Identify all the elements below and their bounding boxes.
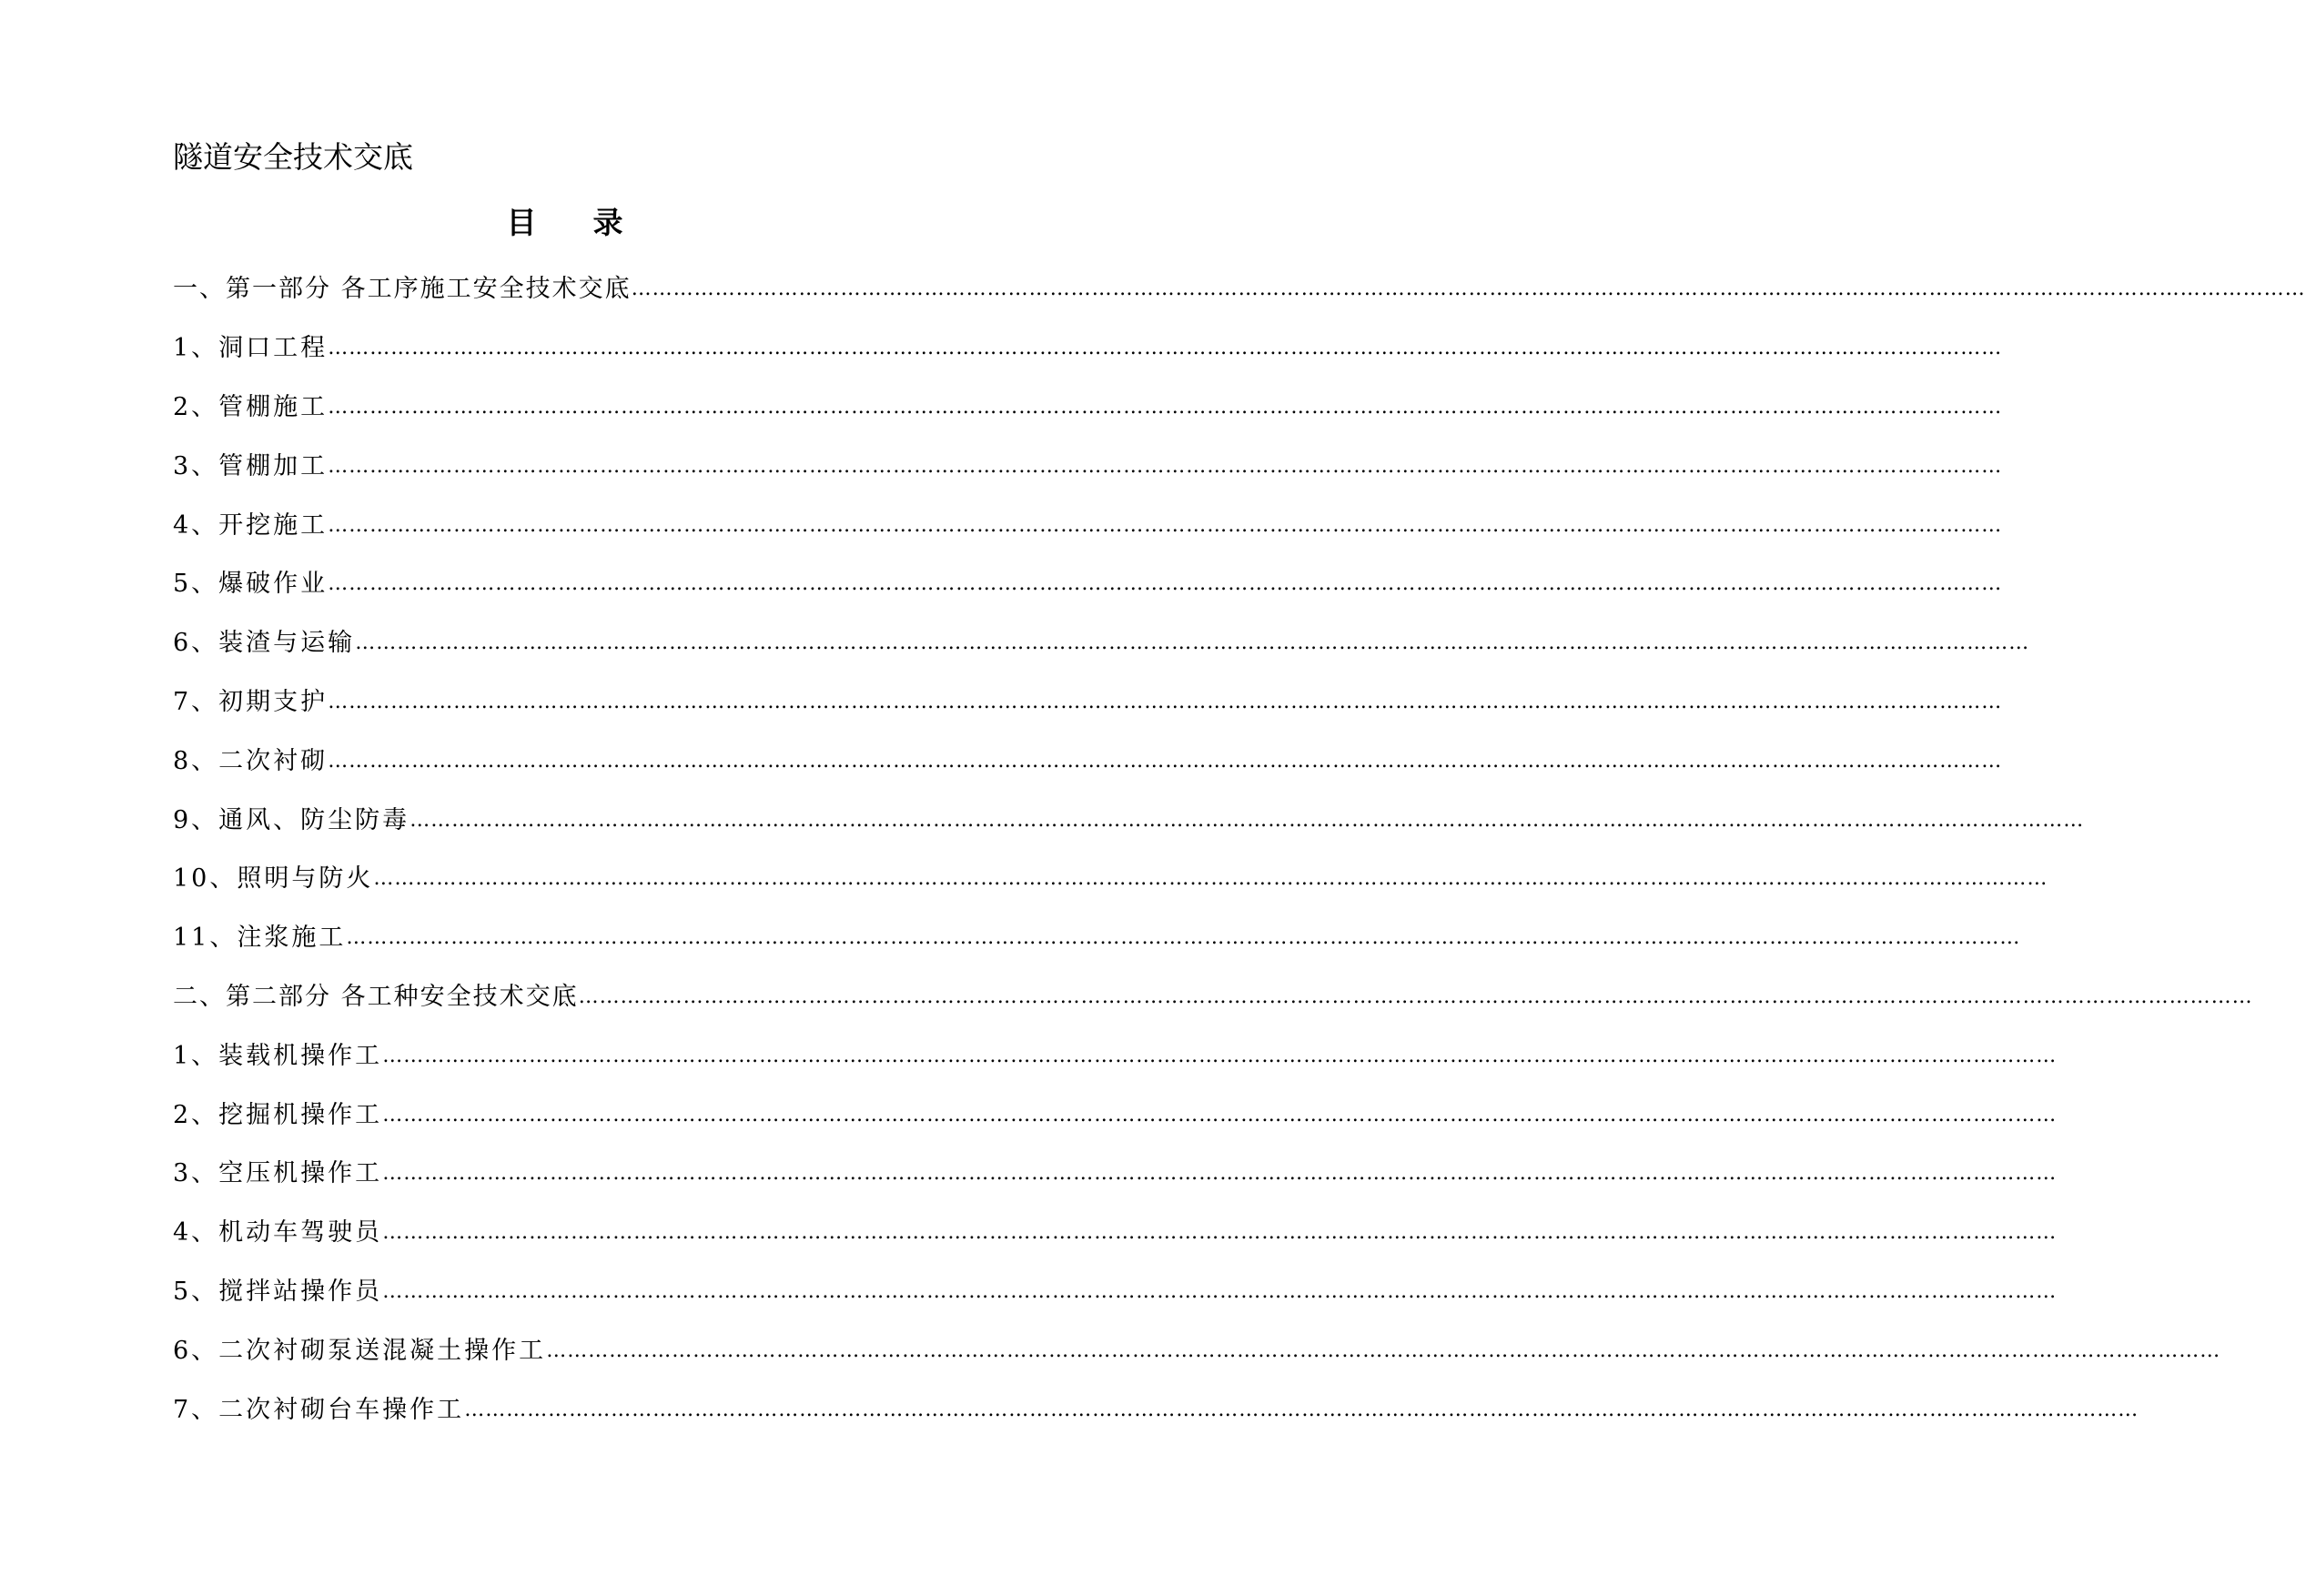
toc-entry-label: 3、空压机操作工	[173, 1159, 383, 1188]
toc-entry[interactable]	[173, 732, 2003, 791]
toc-entry-label: 7、初期支护	[173, 687, 329, 716]
toc-dot-leader: ……………………………………………………………………………………………………………………………………………………………………………………………………………………	[328, 513, 2003, 537]
toc-entry[interactable]	[173, 1321, 2221, 1380]
toc-dot-leader: ……………………………………………………………………………………………………………………………………………………………………………………………………………………	[328, 337, 2003, 360]
toc-entry-label: 6、装渣与运输	[173, 629, 356, 658]
toc-entry[interactable]	[173, 555, 2003, 614]
toc-dot-leader: ……………………………………………………………………………………………………………………………………………………………………………………………………………………	[328, 572, 2003, 596]
toc-dot-leader: ……………………………………………………………………………………………………………………………………………………………………………………………………………………	[546, 1338, 2221, 1362]
toc-dot-leader: ……………………………………………………………………………………………………………………………………………………………………………………………………………………	[382, 1103, 2058, 1126]
toc-dot-leader: ……………………………………………………………………………………………………………………………………………………………………………………………………………………	[373, 867, 2048, 891]
toc-dot-leader: ……………………………………………………………………………………………………………………………………………………………………………………………………………………	[382, 1279, 2058, 1303]
toc-entry-label: 9、通风、防尘防毒	[173, 805, 410, 834]
toc-dot-leader: ……………………………………………………………………………………………………………………………………………………………………………………………………………………	[328, 454, 2003, 478]
toc-heading: 目录	[506, 205, 680, 240]
toc-entry-label: 二、第二部分 各工种安全技术交底	[173, 982, 579, 1011]
toc-entry-label: 1、洞口工程	[173, 334, 329, 363]
toc-dot-leader: ……………………………………………………………………………………………………………………………………………………………………………………………………………………	[355, 631, 2030, 655]
toc-dot-leader: ……………………………………………………………………………………………………………………………………………………………………………………………………………………	[382, 1162, 2058, 1186]
toc-dot-leader: ……………………………………………………………………………………………………………………………………………………………………………………………………………………	[464, 1398, 2139, 1421]
toc-entry[interactable]	[173, 1026, 2058, 1086]
toc-entry[interactable]	[173, 614, 2030, 673]
toc-dot-leader: ……………………………………………………………………………………………………………………………………………………………………………………………………………………	[328, 395, 2003, 419]
toc-dot-leader: ……………………………………………………………………………………………………………………………………………………………………………………………………………………	[382, 1044, 2058, 1067]
toc-entry[interactable]	[173, 850, 2048, 909]
toc-entry[interactable]	[173, 1086, 2058, 1145]
toc-entry-label: 11、注浆施工	[173, 924, 347, 953]
toc-entry[interactable]	[173, 319, 2003, 379]
toc-entry[interactable]	[173, 1380, 2139, 1439]
document-title: 隧道安全技术交底	[173, 139, 413, 175]
toc-entry[interactable]	[173, 437, 2003, 496]
toc-dot-leader: ……………………………………………………………………………………………………………………………………………………………………………………………………………………	[328, 690, 2003, 713]
toc-dot-leader: ……………………………………………………………………………………………………………………………………………………………………………………………………………………	[382, 1221, 2058, 1245]
toc-entry-label: 一、第一部分 各工序施工安全技术交底	[173, 275, 632, 304]
toc-entry-label: 5、搅拌站操作员	[173, 1277, 383, 1306]
toc-dot-leader: ……………………………………………………………………………………………………………………………………………………………………………………………………………………	[410, 808, 2085, 832]
toc-entry-label: 2、挖掘机操作工	[173, 1100, 383, 1129]
toc-entry[interactable]	[173, 379, 2003, 438]
toc-entry-label: 1、装载机操作工	[173, 1041, 383, 1070]
toc-dot-leader: ……………………………………………………………………………………………………………………………………………………………………………………………………………………	[578, 985, 2253, 1008]
toc-entry-label: 3、管棚加工	[173, 451, 329, 480]
toc-entry-label: 8、二次衬砌	[173, 746, 329, 775]
toc-entry-label: 6、二次衬砌泵送混凝土操作工	[173, 1336, 547, 1365]
toc-entry[interactable]	[173, 909, 2021, 968]
toc-dot-leader: ……………………………………………………………………………………………………………………………………………………………………………………………………………………	[328, 749, 2003, 773]
toc-entry[interactable]	[173, 791, 2085, 850]
toc-entry-label: 2、管棚施工	[173, 392, 329, 421]
toc-entry-label: 5、爆破作业	[173, 570, 329, 599]
toc-entry-label: 10、照明与防火	[173, 864, 374, 894]
toc-entry-label: 4、开挖施工	[173, 510, 329, 540]
table-of-contents	[173, 260, 2306, 1439]
toc-entry[interactable]	[173, 1145, 2058, 1204]
toc-dot-leader: ……………………………………………………………………………………………………………………………………………………………………………………………………………………	[346, 926, 2021, 950]
toc-entry[interactable]	[173, 673, 2003, 732]
toc-entry-label: 4、机动车驾驶员	[173, 1218, 383, 1248]
toc-entry-label: 7、二次衬砌台车操作工	[173, 1395, 465, 1424]
toc-entry[interactable]	[173, 1204, 2058, 1263]
toc-entry[interactable]	[173, 496, 2003, 555]
toc-dot-leader: ……………………………………………………………………………………………………………………………………………………………………………………………………………………	[631, 278, 2306, 301]
toc-section-entry[interactable]	[173, 968, 2253, 1027]
toc-section-entry[interactable]	[173, 260, 2306, 319]
toc-entry[interactable]	[173, 1263, 2058, 1322]
